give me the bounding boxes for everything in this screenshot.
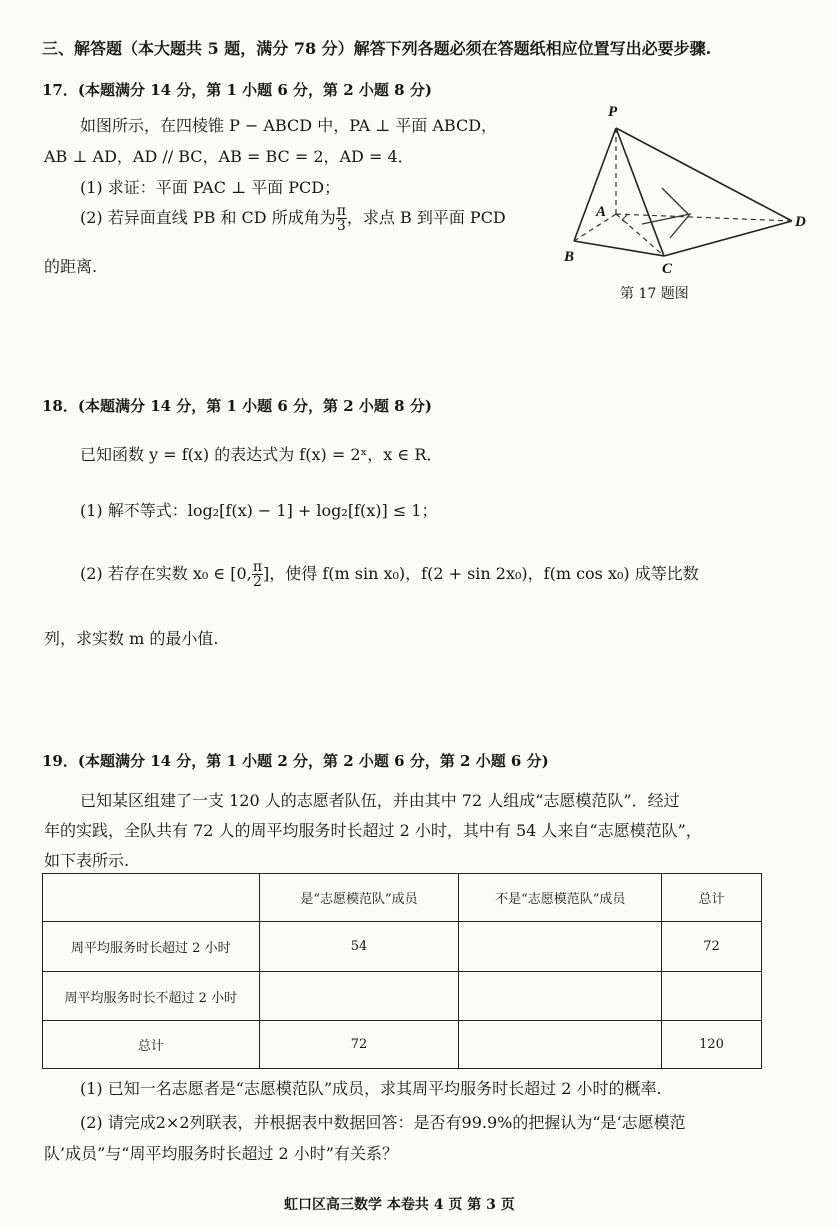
- q17-title: 17．(本题满分 14 分，第 1 小题 6 分，第 2 小题 8 分): [42, 81, 432, 99]
- right-angle-mark: [622, 214, 628, 224]
- table-row-label: 总计: [43, 1021, 260, 1069]
- table-header-cell: 不是“志愿模范队”成员: [459, 874, 662, 922]
- table-cell: [459, 922, 662, 972]
- label-A: A: [596, 204, 607, 220]
- edge-PB: [574, 128, 616, 241]
- q18-part2-text-b: ]，使得 f(m sin x₀)，f(2 + sin 2x₀)，f(m cos x₀) 成等比数: [263, 564, 699, 583]
- q19-part1: (1) 已知一名志愿者是“志愿模范队”成员，求其周平均服务时长超过 2 小时的概率.: [80, 1079, 662, 1098]
- q18-intro: 已知函数 y = f(x) 的表达式为 f(x) = 2ˣ，x ∈ R．: [80, 445, 443, 464]
- q19-intro-line2: 年的实践，全队共有 72 人的周平均服务时长超过 2 小时，其中有 54 人来自“志愿模范队”，: [44, 821, 702, 840]
- q18-part2-text-a: (2) 若存在实数 x₀ ∈ [0,: [80, 564, 252, 583]
- edge-CD: [664, 221, 792, 256]
- label-D: D: [795, 214, 806, 230]
- label-B: B: [564, 249, 575, 265]
- edge-AD: [616, 214, 792, 221]
- q18-part2-fraction: [252, 560, 263, 589]
- q17-part2-text-a: (2) 若异面直线 PB 和 CD 所成角为: [80, 208, 336, 227]
- table-header-cell: 总计: [662, 874, 762, 922]
- q19-intro-line3: 如下表所示.: [44, 851, 130, 870]
- label-P: P: [608, 104, 618, 120]
- edge-PD: [616, 128, 792, 221]
- q17-fraction-numerator: π: [336, 203, 346, 219]
- contingency-table: [42, 873, 762, 1069]
- q17-part2: [80, 204, 506, 233]
- edge-PC: [616, 128, 664, 256]
- edge-BC: [574, 241, 664, 256]
- page-footer: 虹口区高三数学 本卷共 4 页 第 3 页: [284, 1197, 515, 1213]
- q17-line2: AB ⊥ AD，AD // BC，AB = BC = 2，AD = 4．: [44, 147, 414, 166]
- edge-AB: [574, 214, 616, 241]
- q18-part2: [80, 560, 699, 589]
- section-header: 三、解答题（本大题共 5 题，满分 78 分）解答下列各题必须在答题纸相应位置写出必要步骤.: [42, 39, 712, 58]
- table-header-cell: [43, 874, 260, 922]
- q18-part2-cont: 列，求实数 m 的最小值.: [44, 629, 219, 648]
- q17-part2-fraction: [336, 204, 347, 233]
- q17-part2-text-b: ，求点 B 到平面 PCD: [346, 208, 506, 227]
- table-row-label: 周平均服务时长超过 2 小时: [43, 922, 260, 972]
- table-row: [43, 1021, 762, 1069]
- table-cell: [459, 1021, 662, 1069]
- q19-part2: (2) 请完成2×2列联表，并根据表中数据回答：是否有99.9%的把握认为“是‘志愿模范: [80, 1113, 686, 1132]
- q19-title: 19．(本题满分 14 分，第 1 小题 2 分，第 2 小题 6 分，第 2 小题 6 分): [42, 752, 549, 770]
- table-cell: [459, 972, 662, 1021]
- table-cell: 54: [259, 922, 459, 972]
- label-C: C: [662, 261, 673, 277]
- q17-line1: 如图所示，在四棱锥 P − ABCD 中，PA ⊥ 平面 ABCD，: [80, 116, 498, 135]
- q17-part2-cont: 的距离.: [44, 257, 98, 276]
- q18-fraction-numerator: π: [252, 559, 263, 575]
- table-row: [43, 922, 762, 972]
- pyramid-figure: [552, 96, 822, 306]
- table-row-label: 周平均服务时长不超过 2 小时: [43, 972, 260, 1021]
- pencil-mark: [662, 188, 688, 214]
- table-cell: [662, 972, 762, 1021]
- q17-fraction-denominator: 3: [336, 218, 346, 234]
- q18-part1: (1) 解不等式：log₂[f(x) − 1] + log₂[f(x)] ≤ 1；: [80, 501, 438, 520]
- q18-title: 18．(本题满分 14 分，第 1 小题 6 分，第 2 小题 8 分): [42, 397, 432, 415]
- table-header-row: [43, 874, 762, 922]
- table-header-cell: 是“志愿模范队”成员: [259, 874, 459, 922]
- table-cell: 120: [662, 1021, 762, 1069]
- q18-fraction-denominator: 2: [252, 574, 262, 590]
- table-cell: 72: [259, 1021, 459, 1069]
- q19-part2-cont: 队’成员”与“周平均服务时长超过 2 小时”有关系？: [44, 1144, 398, 1163]
- table-cell: [259, 972, 459, 1021]
- table-cell: 72: [662, 922, 762, 972]
- figure-caption: 第 17 题图: [620, 286, 689, 302]
- table-row: [43, 972, 762, 1021]
- q19-intro-line1: 已知某区组建了一支 120 人的志愿者队伍，并由其中 72 人组成“志愿模范队”．经过: [80, 791, 680, 810]
- q17-part1: (1) 求证：平面 PAC ⊥ 平面 PCD；: [80, 178, 341, 197]
